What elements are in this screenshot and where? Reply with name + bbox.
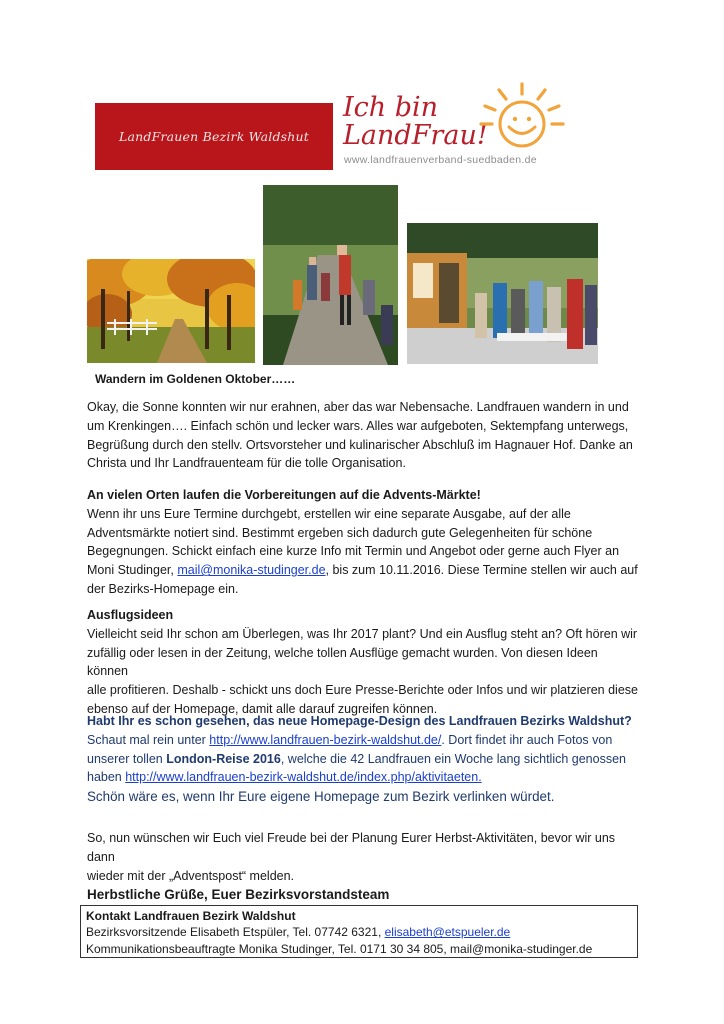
paragraph-line: Begrüßung durch den stellv. Ortsvorsteher und kulinarischer Abschluß im Hagnauer Hof. Danke an (87, 437, 633, 452)
contact-line (86, 924, 637, 940)
autumn-avenue-photo (87, 259, 255, 363)
paragraph-line: Schön wäre es, wenn Ihr Eure eigene Homepage zum Bezirk verlinken würdet. (87, 789, 555, 805)
contact-line: Kommunikationsbeauftragte Monika Studinger, Tel. 0171 30 34 805, mail@monika-studinger.de (86, 941, 593, 956)
line-text: Bezirksvorsitzende Elisabeth Etspüler, Tel. 07742 6321, (86, 925, 385, 940)
paragraph-line (87, 731, 642, 750)
paragraph-line: Begegnungen. Schickt einfach eine kurze Info mit Termin und Angebot oder gerne auch Flyer an (87, 544, 620, 559)
group-gathering-photo (407, 223, 598, 364)
logo-slogan-line2: LandFrau! (343, 120, 488, 151)
line-text: , bis zum 10.11.2016. Diese Termine stellen wir auch auf (325, 563, 638, 578)
logo-slogan-line1: Ich bin (343, 92, 439, 123)
hikers-path-photo (263, 185, 398, 365)
paragraph-line: ebenso auf der Homepage, damit alle darauf zugreifen können. (87, 701, 438, 716)
homepage-link[interactable]: http://www.landfrauen-bezirk-waldshut.de/ (209, 732, 442, 747)
paragraph-line: So, nun wünschen wir Euch viel Freude bei der Planung Eurer Herbst-Aktivitäten, bevor wir uns dann (87, 831, 616, 864)
ich-bin-landfrau-logo (339, 80, 571, 172)
signoff: Herbstliche Grüße, Euer Bezirksvorstandsteam (87, 887, 390, 903)
paragraph-line: Wenn ihr uns Eure Termine durchgebt, erstellen wir eine separate Ausgabe, auf der alle (87, 506, 571, 521)
hike-report-paragraph (87, 398, 642, 473)
sun-icon (477, 80, 567, 152)
landfrauen-bezirk-logo-text: LandFrauen Bezirk Waldshut (118, 129, 310, 144)
paragraph-line: wieder mit der „Adventspost“ melden. (87, 868, 295, 883)
london-trip-highlight: London-Reise 2016 (166, 751, 281, 766)
paragraph-line: zufällig oder lesen in der Zeitung, welche tollen Ausflüge gemacht wurden. Von diesen Ideen können (87, 645, 598, 679)
excursion-ideas-section (87, 606, 642, 719)
line-text: Moni Studinger, (87, 563, 178, 578)
activities-link[interactable]: http://www.landfrauen-bezirk-waldshut.de/index.php/aktivitaeten. (125, 770, 482, 785)
paragraph-line: Vielleicht seid Ihr schon am Überlegen, was Ihr 2017 plant? Und ein Ausflug steht an? Oft hören wir (87, 626, 638, 641)
paragraph-line: der Bezirks-Homepage ein. (87, 581, 239, 596)
contact-box (80, 905, 638, 958)
line-text: haben (87, 770, 126, 785)
section-heading: An vielen Orten laufen die Vorbereitungen auf die Advents-Märkte! (87, 488, 481, 502)
email-link-monika[interactable]: mail@monika-studinger.de (177, 563, 326, 578)
paragraph-line: Okay, die Sonne konnten wir nur erahnen, aber das war Nebensache. Landfrauen wandern in und (87, 400, 629, 414)
advent-markets-section (87, 486, 642, 599)
paragraph-line: alle profitieren. Deshalb - schickt uns doch Eure Presse-Berichte oder Infos und wir platzieren diese (87, 683, 638, 698)
landfrauen-bezirk-logo (95, 103, 333, 170)
homepage-design-section (87, 712, 642, 807)
section-heading: Ausflugsideen (87, 608, 174, 622)
paragraph-line: Christa und Ihr Landfrauenteam für die tolle Organisation. (87, 456, 406, 471)
line-text: Schaut mal rein unter (87, 732, 210, 747)
email-link-elisabeth[interactable]: elisabeth@etspueler.de (384, 925, 511, 940)
photo-caption: Wandern im Goldenen Oktober…… (95, 372, 296, 386)
closing-paragraph (87, 829, 642, 905)
logo-url: www.landfrauenverband-suedbaden.de (344, 154, 537, 166)
paragraph-line: Adventsmärkte notiert sind. Bestimmt ergeben sich dadurch gute Gelegenheiten für schöne (87, 525, 593, 540)
paragraph-line (87, 561, 642, 580)
line-text: unserer tollen (87, 751, 167, 766)
paragraph-line (87, 750, 642, 769)
paragraph-line: um Krenkingen…. Einfach schön und lecker wars. Alles war aufgeboten, Sektempfang unterwegs, (87, 418, 629, 433)
paragraph-line (87, 768, 642, 787)
line-text: , welche die 42 Landfrauen ein Woche lang sichtlich genossen (280, 751, 626, 766)
section-heading: Habt Ihr es schon gesehen, das neue Homepage-Design des Landfrauen Bezirks Waldshut? (87, 714, 632, 728)
line-text: . Dort findet ihr auch Fotos von (441, 732, 613, 747)
contact-title: Kontakt Landfrauen Bezirk Waldshut (86, 909, 296, 923)
